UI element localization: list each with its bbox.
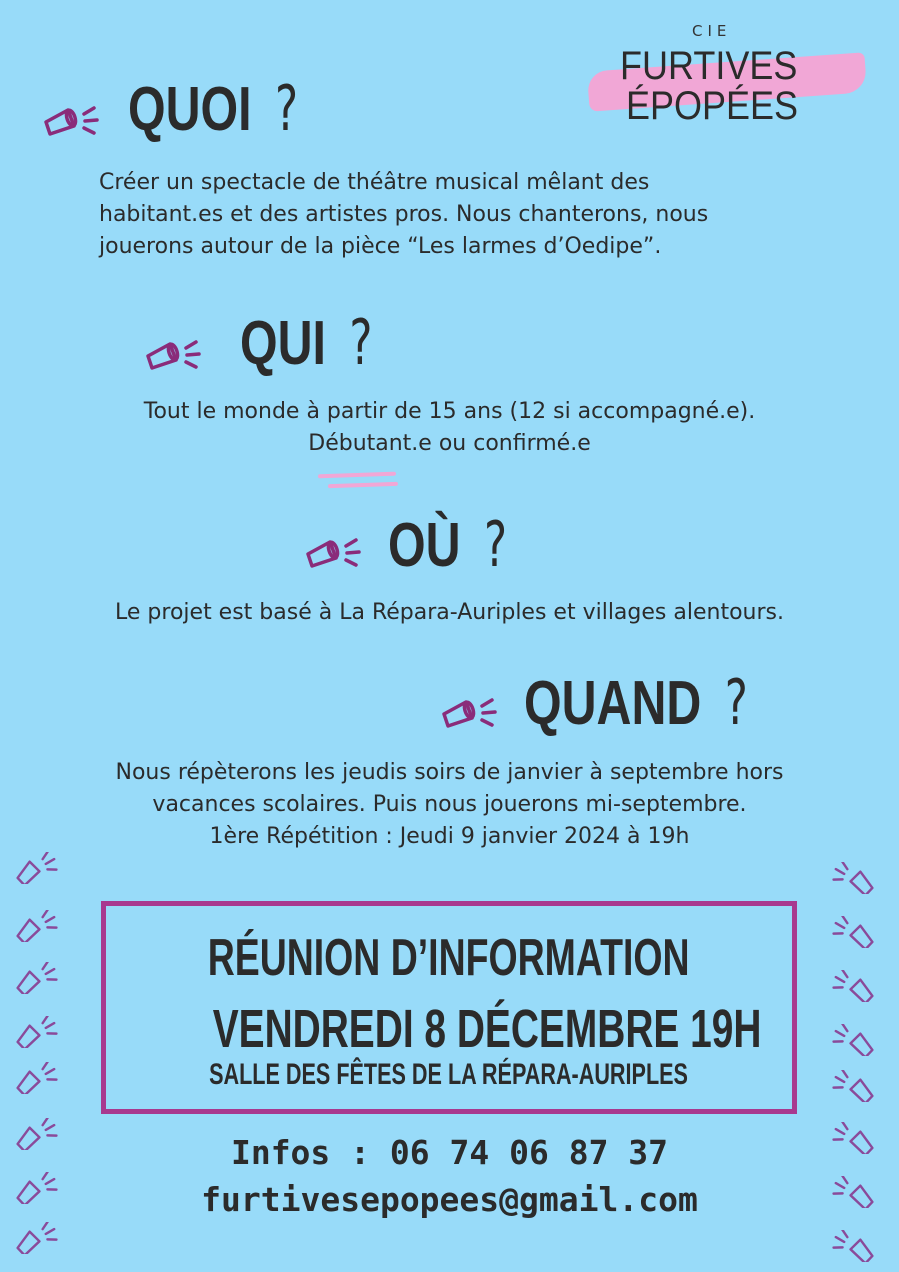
reunion-place-text: SALLE DES FÊTES DE LA RÉPARA-AURIPLES [209, 1058, 689, 1091]
quand-line: vacances scolaires. Puis nous jouerons mi-septembre. [152, 792, 747, 817]
qui-line: Tout le monde à partir de 15 ans (12 si accompagné.e). [143, 399, 756, 424]
quand-line: Nous répèterons les jeudis soirs de janvier à septembre hors [115, 760, 784, 785]
reunion-title-text: RÉUNION D’INFORMATION [208, 929, 690, 987]
heading-ou-text: OÙ [388, 511, 461, 580]
megaphone-icon [12, 1016, 62, 1048]
qui-line: Débutant.e ou confirmé.e [308, 431, 591, 456]
logo-line2: ÉPOPÉES [626, 84, 799, 128]
heading-qui-question: ? [349, 306, 373, 379]
megaphone-icon [828, 970, 878, 1002]
logo-cie: CIE [692, 22, 732, 40]
heading-quand-text: QUAND [524, 669, 702, 738]
megaphone-icon [12, 852, 62, 884]
megaphone-icon [828, 1070, 878, 1102]
heading-quoi [128, 72, 299, 145]
heading-quoi-text: QUOI [128, 75, 252, 144]
heading-qui-text: QUI [240, 309, 326, 378]
megaphone-icon [42, 102, 104, 140]
megaphone-icon [12, 1062, 62, 1094]
logo [580, 20, 880, 130]
pink-underline [328, 482, 398, 488]
megaphone-icon [828, 1024, 878, 1056]
quoi-line: habitant.es et des artistes pros. Nous chanterons, nous [99, 202, 709, 227]
quand-paragraph [40, 757, 859, 853]
logo-line1: FURTIVES [620, 44, 798, 88]
qui-paragraph [40, 396, 859, 460]
reunion-box [101, 901, 797, 1114]
quoi-paragraph [99, 167, 851, 263]
megaphone-icon [144, 336, 206, 374]
reunion-date [106, 998, 792, 1060]
heading-quoi-question: ? [274, 72, 299, 145]
megaphone-icon [828, 862, 878, 894]
reunion-place [106, 1058, 792, 1092]
megaphone-icon [12, 962, 62, 994]
quoi-line: Créer un spectacle de théâtre musical mêlant des [99, 170, 650, 195]
quand-line: 1ère Répétition : Jeudi 9 janvier 2024 à 19h [209, 824, 690, 849]
megaphone-icon [828, 1230, 878, 1262]
megaphone-icon [12, 1222, 62, 1254]
reunion-date-text: VENDREDI 8 DÉCEMBRE 19H [212, 999, 762, 1059]
megaphone-icon [828, 916, 878, 948]
quoi-line: jouerons autour de la pièce “Les larmes d’Oedipe”. [99, 234, 662, 259]
heading-quand [524, 666, 748, 739]
heading-ou [388, 508, 508, 581]
reunion-title [106, 928, 792, 988]
heading-ou-question: ? [483, 508, 508, 581]
contact-email[interactable]: furtivesepopees@gmail.com [201, 1180, 698, 1219]
heading-quand-question: ? [724, 666, 748, 739]
contact-phone: Infos : 06 74 06 87 37 [230, 1133, 669, 1172]
ou-paragraph [20, 597, 879, 629]
pink-underline [318, 472, 396, 479]
heading-qui [240, 306, 373, 379]
megaphone-icon [440, 694, 502, 732]
megaphone-icon [304, 534, 366, 572]
ou-line: Le projet est basé à La Répara-Auriples et villages alentours. [115, 600, 784, 625]
megaphone-icon [12, 910, 62, 942]
